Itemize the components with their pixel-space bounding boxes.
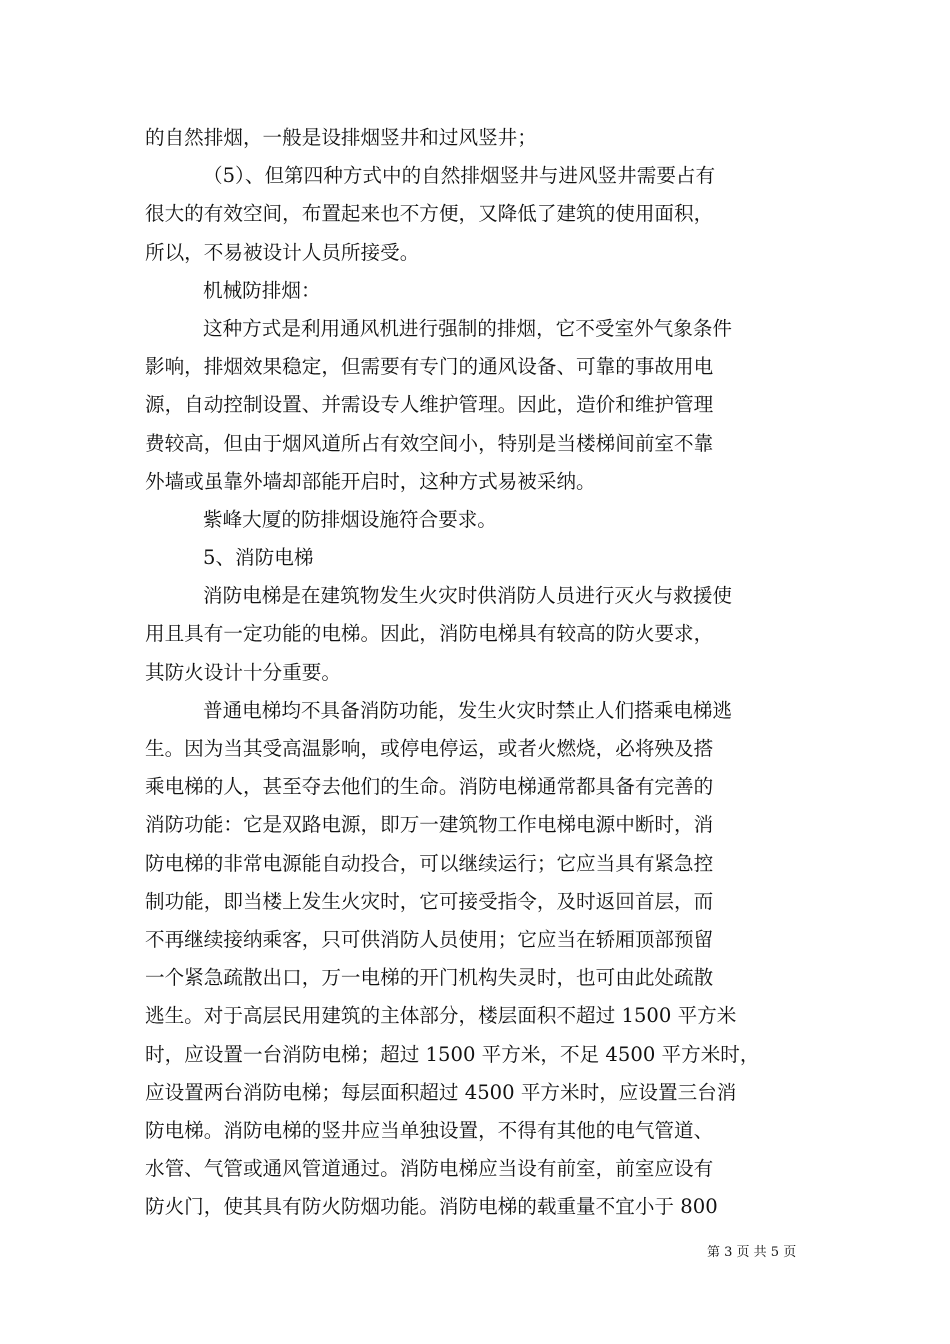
document-body xyxy=(145,119,813,1226)
text-line: 一个紧急疏散出口，万一电梯的开门机构失灵时，也可由此处疏散 xyxy=(145,966,714,990)
text-line: 应设置两台消防电梯；每层面积超过 4500 平方米时，应设置三台消 xyxy=(145,1080,737,1104)
text-line: 这种方式是利用通风机进行强制的排烟，它不受室外气象条件 xyxy=(203,316,733,340)
text-line: 所以，不易被设计人员所接受。 xyxy=(145,240,420,264)
text-line: 紫峰大厦的防排烟设施符合要求。 xyxy=(203,507,497,531)
text-line: 很大的有效空间，布置起来也不方便，又降低了建筑的使用面积， xyxy=(145,202,714,226)
text-line: 源，自动控制设置、并需设专人维护管理。因此，造价和维护管理 xyxy=(145,393,714,417)
text-line: 费较高，但由于烟风道所占有效空间小，特别是当楼梯间前室不靠 xyxy=(145,431,714,455)
text-line: 生。因为当其受高温影响，或停电停运，或者火燃烧，必将殃及搭 xyxy=(145,737,714,760)
text-line: 用且具有一定功能的电梯。因此，消防电梯具有较高的防火要求， xyxy=(145,622,714,646)
text-line: 防电梯的非常电源能自动投合，可以继续运行；它应当具有紧急控 xyxy=(145,851,714,875)
text-line: 乘电梯的人，甚至夺去他们的生命。消防电梯通常都具备有完善的 xyxy=(145,775,714,799)
text-line: 影响，排烟效果稳定，但需要有专门的通风设备、可靠的事故用电 xyxy=(145,355,714,379)
text-line: 的自然排烟，一般是设排烟竖井和过风竖井； xyxy=(145,126,537,149)
text-line: 防火门，使其具有防火防烟功能。消防电梯的载重量不宜小于 800 xyxy=(145,1195,718,1219)
text-line: 水管、气管或通风管道通过。消防电梯应当设有前室，前室应设有 xyxy=(145,1157,714,1181)
text-line: 消防电梯是在建筑物发生火灾时供消防人员进行灭火与救援使 xyxy=(203,584,733,608)
text-line: 防电梯。消防电梯的竖井应当单独设置，不得有其他的电气管道、 xyxy=(145,1118,714,1142)
text-line: 制功能，即当楼上发生火灾时，它可接受指令，及时返回首层，而 xyxy=(145,889,714,913)
section-heading: 5、消防电梯 xyxy=(203,546,314,570)
text-line: 逃生。对于高层民用建筑的主体部分，楼层面积不超过 1500 平方米 xyxy=(145,1004,737,1028)
text-line: 消防功能：它是双路电源，即万一建筑物工作电梯电源中断时，消 xyxy=(145,813,714,837)
text-line: 时，应设置一台消防电梯；超过 1500 平方米，不足 4500 平方米时， xyxy=(145,1042,760,1066)
text-line: 外墙或虽靠外墙却部能开启时，这种方式易被采纳。 xyxy=(145,469,596,493)
text-line: （5）、但第四种方式中的自然排烟竖井与进风竖井需要占有 xyxy=(203,164,716,188)
text-line: 不再继续接纳乘客，只可供消防人员使用；它应当在轿厢顶部预留 xyxy=(145,927,714,951)
text-line: 普通电梯均不具备消防功能，发生火灾时禁止人们搭乘电梯逃 xyxy=(203,698,733,722)
section-heading: 机械防排烟： xyxy=(203,278,321,302)
page-number: 第 3 页 共 5 页 xyxy=(707,1245,797,1260)
text-line: 其防火设计十分重要。 xyxy=(145,660,341,684)
